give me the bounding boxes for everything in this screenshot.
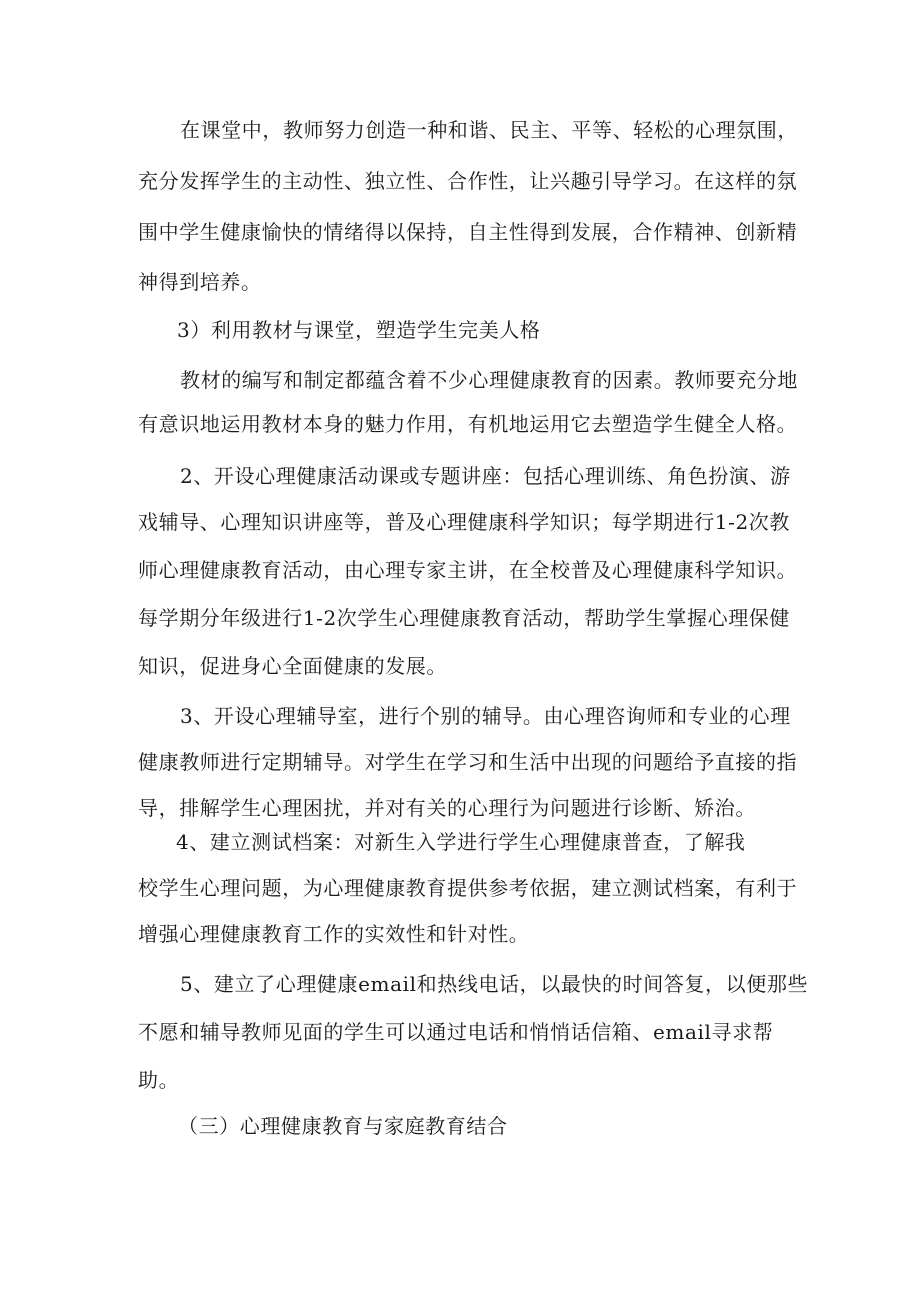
- paragraph-3-line-2: 戏辅导、心理知识讲座等，普及心理健康科学知识；每学期进行1-2次教: [138, 510, 791, 534]
- paragraph-2-line-2: 有意识地运用教材本身的魅力作用，有机地运用它去塑造学生健全人格。: [138, 412, 798, 436]
- paragraph-3-line-5: 知识，促进身心全面健康的发展。: [138, 654, 447, 678]
- paragraph-1-line-2: 充分发挥学生的主动性、独立性、合作性，让兴趣引导学习。在这样的氛: [138, 169, 798, 193]
- section-heading-3: （三）心理健康教育与家庭教育结合: [178, 1114, 508, 1138]
- paragraph-1-line-1: 在课堂中，教师努力创造一种和谐、民主、平等、轻松的心理氛围，: [180, 118, 798, 142]
- paragraph-5-line-3: 增强心理健康教育工作的实效性和针对性。: [138, 922, 530, 946]
- paragraph-5-line-1: 4、建立测试档案：对新生入学进行学生心理健康普查，了解我: [176, 830, 746, 854]
- paragraph-1-line-4: 神得到培养。: [138, 270, 262, 294]
- paragraph-6-line-1: 5、建立了心理健康email和热线电话，以最快的时间答复，以便那些: [180, 972, 809, 996]
- subheading-3: 3）利用教材与课堂，塑造学生完美人格: [177, 318, 541, 342]
- paragraph-6-line-3: 助。: [138, 1068, 180, 1092]
- paragraph-3-line-1: 2、开设心理健康活动课或专题讲座：包括心理训练、角色扮演、游: [180, 464, 791, 488]
- paragraph-6-line-2: 不愿和辅导教师见面的学生可以通过电话和悄悄话信箱、email寻求帮: [138, 1020, 774, 1044]
- paragraph-4-line-3: 导，排解学生心理困扰，并对有关的心理行为问题进行诊断、矫治。: [138, 796, 756, 820]
- paragraph-3-line-4: 每学期分年级进行1-2次学生心理健康教育活动，帮助学生掌握心理保健: [138, 606, 791, 630]
- paragraph-1-line-3: 围中学生健康愉快的情绪得以保持，自主性得到发展，合作精神、创新精: [138, 220, 798, 244]
- paragraph-3-line-3: 师心理健康教育活动，由心理专家主讲，在全校普及心理健康科学知识。: [138, 558, 798, 582]
- paragraph-4-line-1: 3、开设心理辅导室，进行个别的辅导。由心理咨询师和专业的心理: [180, 704, 791, 728]
- paragraph-4-line-2: 健康教师进行定期辅导。对学生在学习和生活中出现的问题给予直接的指: [138, 750, 798, 774]
- paragraph-5-line-2: 校学生心理问题，为心理健康教育提供参考依据，建立测试档案，有利于: [138, 876, 798, 900]
- paragraph-2-line-1: 教材的编写和制定都蕴含着不少心理健康教育的因素。教师要充分地: [180, 368, 798, 392]
